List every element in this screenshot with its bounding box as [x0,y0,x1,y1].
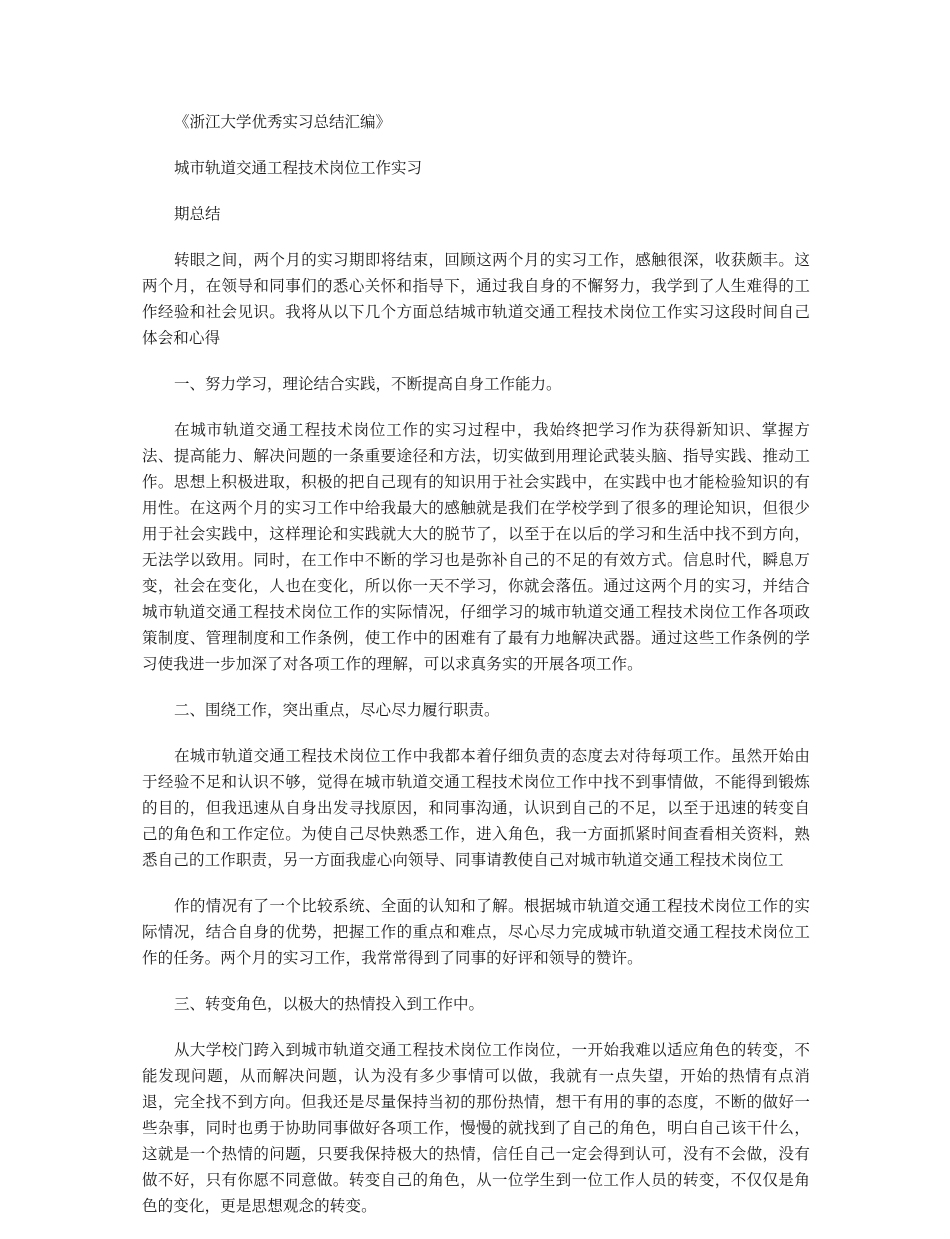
section-heading-3: 三、转变角色，以极大的热情投入到工作中。 [174,995,485,1013]
document-page [142,109,810,1239]
section-heading-2: 二、围绕工作，突出重点，尽心尽力履行职责。 [174,701,500,719]
section-heading-1: 一、努力学习，理论结合实践，不断提高自身工作能力。 [174,375,562,393]
paragraph-section-2a: 在城市轨道交通工程技术岗位工作中我都本着仔细负责的态度去对待每项工作。虽然开始由于经验不足和认识不够，觉得在城市轨道交通工程技术岗位工作中找不到事情做，不能得到锻炼的目的，但我迅速从自身出发寻找原因，和同事沟通，认识到自己的不足，以至于迅速的转变自己的角色和工作定位。为使自己尽快熟悉工作，进入角色，我一方面抓紧时间查看相关资料，熟悉自己的工作职责，另一方面我虚心向领导、同事请教使自己对城市轨道交通工程技术岗位工 [142,747,810,869]
paragraph-section-1: 在城市轨道交通工程技术岗位工作的实习过程中，我始终把学习作为获得新知识、掌握方法、提高能力、解决问题的一条重要途径和方法，切实做到用理论武装头脑、指导实践、推动工作。思想上积极进取，积极的把自己现有的知识用于社会实践中，在实践中也才能检验知识的有用性。在这两个月的实习工作中给我最大的感触就是我们在学校学到了很多的理论知识，但很少用于社会实践中，这样理论和实践就大大的脱节了，以至于在以后的学习和生活中找不到方向，无法学以致用。同时，在工作中不断的学习也是弥补自己的不足的有效方式。信息时代，瞬息万变，社会在变化，人也在变化，所以你一天不学习，你就会落伍。通过这两个月的实习，并结合城市轨道交通工程技术岗位工作的实际情况，仔细学习的城市轨道交通工程技术岗位工作各项政策制度、管理制度和工作条例，使工作中的困难有了最有力地解决武器。通过这些工作条例的学习使我进一步加深了对各项工作的理解，可以求真务实的开展各项工作。 [142,421,810,673]
subtitle-line-2: 期总结 [174,205,221,223]
paragraph-section-3: 从大学校门跨入到城市轨道交通工程技术岗位工作岗位，一开始我难以适应角色的转变，不能发现问题，从而解决问题，认为没有多少事情可以做，我就有一点失望，开始的热情有点消退，完全找不到方向。但我还是尽量保持当初的那份热情，想干有用的事的态度，不断的做好一些杂事，同时也勇于协助同事做好各项工作，慢慢的就找到了自己的角色，明白自己该干什么，这就是一个热情的问题，只要我保持极大的热情，信任自己一定会得到认可，没有不会做，没有做不好，只有你愿不同意做。转变自己的角色，从一位学生到一位工作人员的转变，不仅仅是角色的变化，更是思想观念的转变。 [142,1041,810,1215]
book-title: 《浙江大学优秀实习总结汇编》 [174,113,392,131]
paragraph-section-2b: 作的情况有了一个比较系统、全面的认知和了解。根据城市轨道交通工程技术岗位工作的实际情况，结合自身的优势，把握工作的重点和难点，尽心尽力完成城市轨道交通工程技术岗位工作的任务。两个月的实习工作，我常常得到了同事的好评和领导的赞许。 [142,897,810,967]
paragraph-intro: 转眼之间，两个月的实习期即将结束，回顾这两个月的实习工作，感触很深，收获颇丰。这两个月，在领导和同事们的悉心关怀和指导下，通过我自身的不懈努力，我学到了人生难得的工作经验和社会见识。我将从以下几个方面总结城市轨道交通工程技术岗位工作实习这段时间自己体会和心得 [142,251,810,347]
subtitle-line-1: 城市轨道交通工程技术岗位工作实习 [174,159,423,177]
